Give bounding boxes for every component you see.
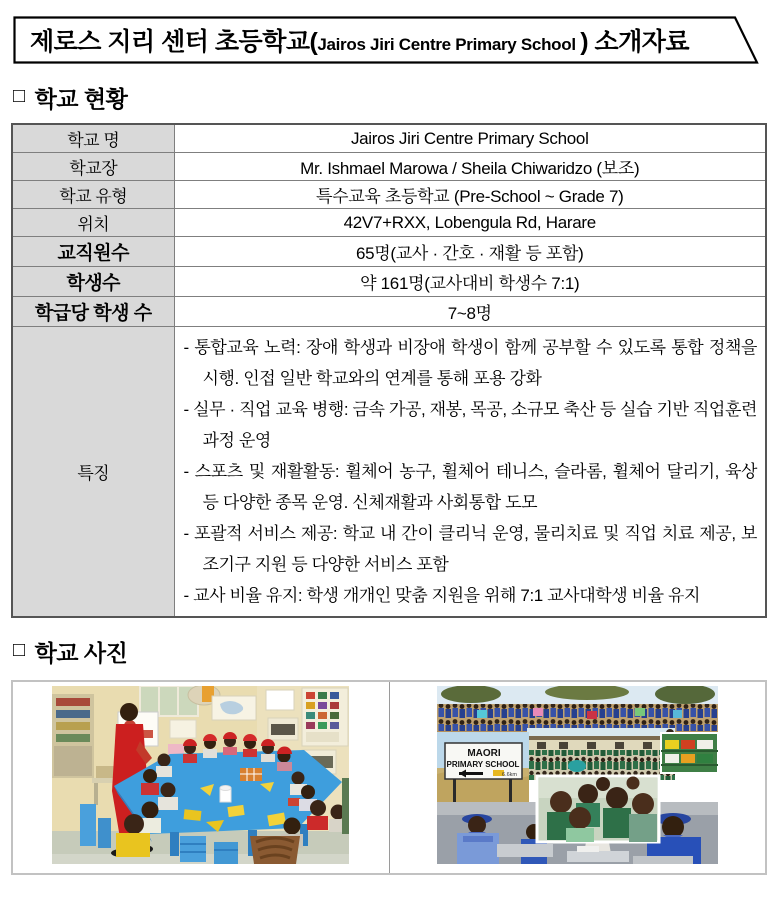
page-title xyxy=(30,22,689,58)
table-row xyxy=(12,267,766,297)
table-row xyxy=(12,297,766,327)
features-cell xyxy=(174,327,766,618)
row-label: 학교장 xyxy=(12,153,174,181)
table-row xyxy=(12,237,766,267)
maori-sign-distance: 6.6km xyxy=(501,772,517,778)
row-value: 42V7+RXX, Lobengula Rd, Harare xyxy=(174,209,766,237)
school-collage-photo xyxy=(437,686,718,864)
table-row xyxy=(12,153,766,181)
row-value: 특수교육 초등학교 (Pre-School ~ Grade 7) xyxy=(174,181,766,209)
school-info-table xyxy=(11,123,767,618)
row-label: 학교 유형 xyxy=(12,181,174,209)
row-label: 학생수 xyxy=(12,267,174,297)
section-header-photos xyxy=(13,635,767,668)
feature-item: - 교사 비율 유지: 학생 개개인 맞춤 지원을 위해 7:1 교사대학생 비율 유지 xyxy=(183,586,700,605)
row-value: Jairos Jiri Centre Primary School xyxy=(174,124,766,153)
table-row xyxy=(12,181,766,209)
square-bullet-icon: □ xyxy=(13,639,25,661)
table-row-features xyxy=(12,327,766,618)
section-header-status xyxy=(13,81,767,114)
maori-sign-line1: MAORI xyxy=(467,748,501,759)
title-suffix: ) 소개자료 xyxy=(580,28,690,56)
feature-item: - 실무 · 직업 교육 병행: 금속 가공, 재봉, 목공, 소규모 축산 등 실습 기반 직업훈련 과정 운영 xyxy=(183,400,757,450)
row-label: 교직원수 xyxy=(12,237,174,267)
photo-cell-right xyxy=(389,681,766,874)
section-status-label: 학교 현황 xyxy=(34,86,128,112)
row-value: 약 161명(교사대비 학생수 7:1) xyxy=(174,267,766,297)
row-label: 특징 xyxy=(12,327,174,618)
feature-item: - 포괄적 서비스 제공: 학교 내 간이 클리닉 운영, 물리치료 및 직업 치료 제공, 보조기구 지원 등 다양한 서비스 포함 xyxy=(183,524,757,574)
title-banner xyxy=(13,16,760,64)
section-photos-label: 학교 사진 xyxy=(34,640,128,666)
row-label: 위치 xyxy=(12,209,174,237)
row-label: 학교 명 xyxy=(12,124,174,153)
feature-item: - 스포츠 및 재활활동: 휠체어 농구, 휠체어 테니스, 슬라롬, 휠체어 달리기, 육상 등 다양한 종목 운영. 신체재활과 사회통합 도모 xyxy=(183,462,757,512)
maori-sign-line2: PRIMARY SCHOOL xyxy=(446,760,520,769)
title-english: Jairos Jiri Centre Primary School xyxy=(317,35,581,54)
row-value: 65명(교사 · 간호 · 재활 등 포함) xyxy=(174,237,766,267)
table-row xyxy=(12,124,766,153)
row-value: Mr. Ishmael Marowa / Sheila Chiwaridzo (보조) xyxy=(174,153,766,181)
photo-cell-left xyxy=(12,681,389,874)
feature-item: - 통합교육 노력: 장애 학생과 비장애 학생이 함께 공부할 수 있도록 통합 정책을 시행. 인접 일반 학교와의 연계를 통해 포용 강화 xyxy=(183,338,757,388)
table-row xyxy=(12,209,766,237)
row-label: 학급당 학생 수 xyxy=(12,297,174,327)
row-value: 7~8명 xyxy=(174,297,766,327)
title-korean-prefix: 제로스 지리 센터 초등학교( xyxy=(30,28,318,56)
photo-table xyxy=(11,680,767,875)
square-bullet-icon: □ xyxy=(13,85,25,107)
classroom-activity-photo xyxy=(52,686,349,864)
